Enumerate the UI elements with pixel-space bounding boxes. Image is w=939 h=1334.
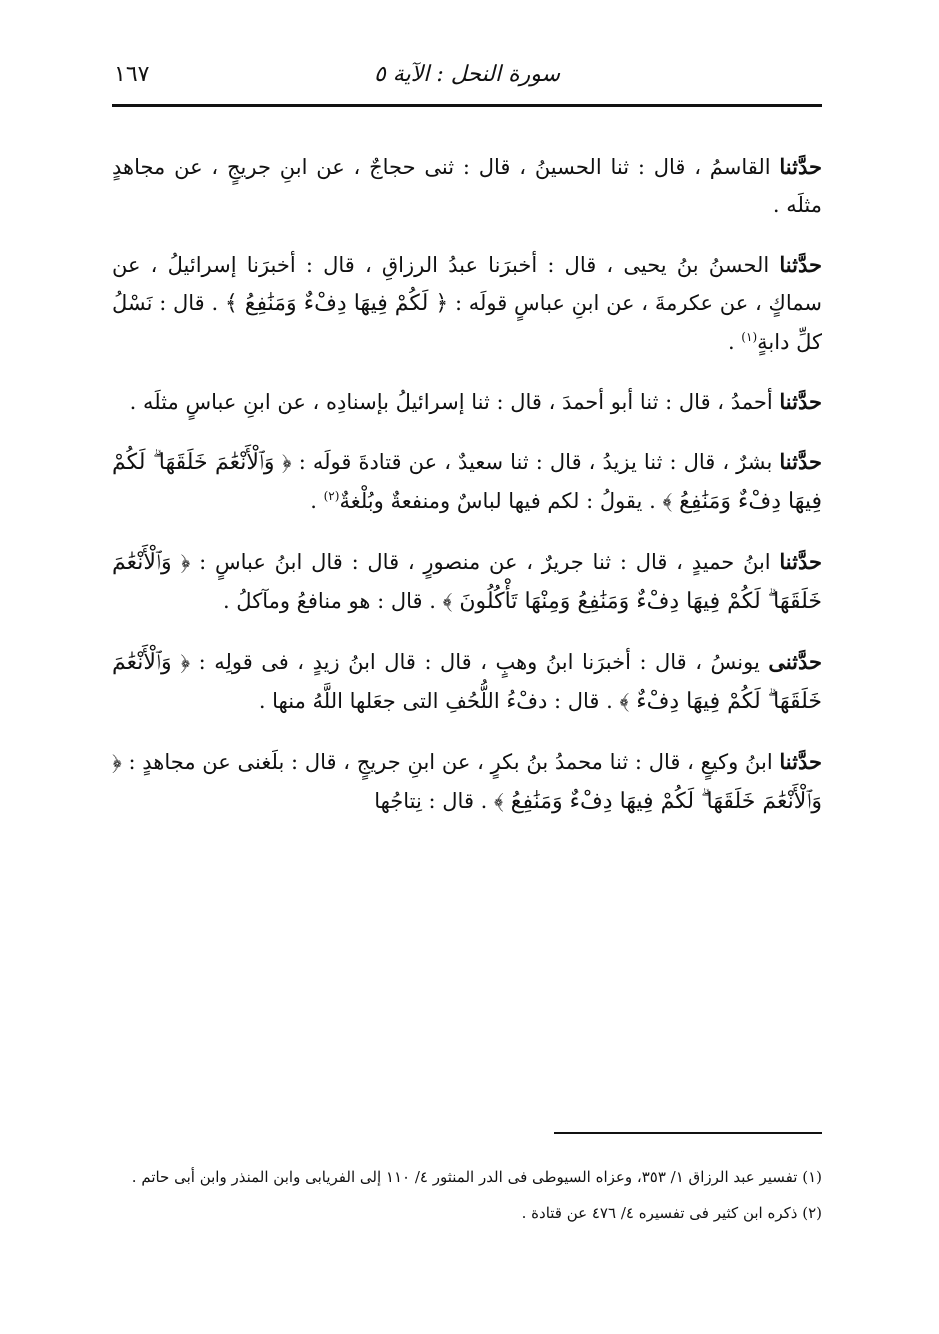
- paragraph-lead: حدَّثنا: [779, 449, 822, 474]
- paragraph-text: بشرٌ ، قال : ثنا يزيدُ ، قال : ثنا سعيدٌ ، عن قتادةَ قولَه :: [291, 450, 780, 474]
- paragraph-5: [112, 543, 822, 621]
- paragraph-text-cont: . قال : دفْءُ اللُّحُفِ التى جعَلها اللَّهُ منها .: [258, 689, 620, 713]
- paragraph-text: ابنُ وكيعٍ ، قال : ثنا محمدُ بنُ بكرٍ ، عن ابنِ جريجٍ ، قال : بلَغنى عن مجاهدٍ :: [121, 750, 780, 774]
- page-header: [112, 58, 822, 98]
- paragraph-lead: حدَّثنى: [768, 649, 823, 674]
- paragraph-text-cont: . قال : نَسْلُ كلِّ دابةٍ: [112, 291, 822, 354]
- paragraph-text-end: .: [310, 489, 324, 513]
- footnote-marker[interactable]: (٢): [323, 489, 340, 503]
- paragraph-text: القاسمُ ، قال : ثنا الحسينُ ، قال : ثنى حجاجٌ ، عن ابنِ جريجٍ ، عن مجاهدٍ مثلَه .: [112, 155, 822, 217]
- paragraph-lead: حدَّثنا: [779, 154, 822, 179]
- paragraph-text-end: .: [727, 330, 742, 354]
- quran-quote: ﴿ وَٱلْأَنْعَٰمَ خَلَقَهَا ۗ لَكُمْ فِيهَا دِفْءٌ وَمَنَٰفِعُ ﴾: [112, 750, 822, 814]
- paragraph-2: [112, 246, 822, 361]
- quran-quote: ﴿ لَكُمْ فِيهَا دِفْءٌ وَمَنَٰفِعُ ﴾: [224, 291, 449, 316]
- footnote-divider: [554, 1132, 822, 1134]
- paragraph-6: [112, 643, 822, 721]
- paragraph-text-cont: . يقولُ : لكم فيها لباسٌ ومنفعةٌ وبُلْغةٌ: [339, 489, 663, 513]
- quran-quote: ﴿ وَٱلْأَنْعَٰمَ خَلَقَهَا ۗ لَكُمْ فِيهَا دِفْءٌ وَمَنَٰفِعُ ﴾: [112, 450, 822, 514]
- paragraph-3: [112, 383, 822, 421]
- book-page: [112, 0, 822, 1334]
- paragraph-1: [112, 148, 822, 224]
- paragraph-4: [112, 443, 822, 521]
- paragraph-text-cont: . قال : نِتاجُها: [374, 789, 495, 813]
- paragraph-lead: حدَّثنا: [779, 389, 822, 414]
- footnote-2: (٢) ذكره ابن كثير فى تفسيره ٤/ ٤٧٦ عن قتادة .: [521, 1204, 822, 1222]
- quran-quote: ﴿ وَٱلْأَنْعَٰمَ خَلَقَهَا ۗ لَكُمْ فِيهَا دِفْءٌ وَمَنَٰفِعُ وَمِنْهَا تَأْكُلُونَ ﴾: [112, 550, 822, 614]
- footnote-marker[interactable]: (١): [741, 330, 758, 344]
- paragraph-7: [112, 743, 822, 821]
- paragraph-text: يونسُ ، قال : أخبرَنا ابنُ وهبٍ ، قال : قال ابنُ زيدٍ ، فى قولِه :: [190, 650, 769, 674]
- paragraph-lead: حدَّثنا: [779, 549, 822, 574]
- running-title: سورة النحل : الآية ٥: [373, 62, 561, 87]
- header-rule: [112, 104, 822, 107]
- paragraph-lead: حدَّثنا: [779, 749, 822, 774]
- paragraph-text: الحسنُ بنُ يحيى ، قال : أخبرَنا عبدُ الرزاقِ ، قال : أخبرَنا إسرائيلُ ، عن سماكٍ ، عن عكرمةَ ، عن ابنِ عباسٍ قولَه :: [112, 253, 822, 315]
- footnotes: [112, 1162, 822, 1234]
- paragraph-text-cont: . قال : هو منافعُ ومآكلُ .: [222, 589, 443, 613]
- paragraph-text: ابنُ حميدٍ ، قال : ثنا جريرٌ ، عن منصورٍ ، قال : قال ابنُ عباسٍ :: [190, 550, 780, 574]
- quran-quote: ﴿ وَٱلْأَنْعَٰمَ خَلَقَهَا ۗ لَكُمْ فِيهَا دِفْءٌ ﴾: [112, 650, 822, 714]
- footnote-1: (١) تفسير عبد الرزاق ١/ ٣٥٣، وعزاه السيوطى فى الدر المنثور ٤/ ١١٠ إلى الفريابى وابن المنذر وابن أبى حاتم .: [131, 1168, 822, 1186]
- page-number: ١٦٧: [114, 62, 150, 87]
- body-text: [112, 148, 822, 843]
- paragraph-lead: حدَّثنا: [779, 252, 822, 277]
- paragraph-text: أحمدُ ، قال : ثنا أبو أحمدَ ، قال : ثنا إسرائيلُ بإسنادِه ، عن ابنِ عباسٍ مثلَه .: [129, 390, 780, 414]
